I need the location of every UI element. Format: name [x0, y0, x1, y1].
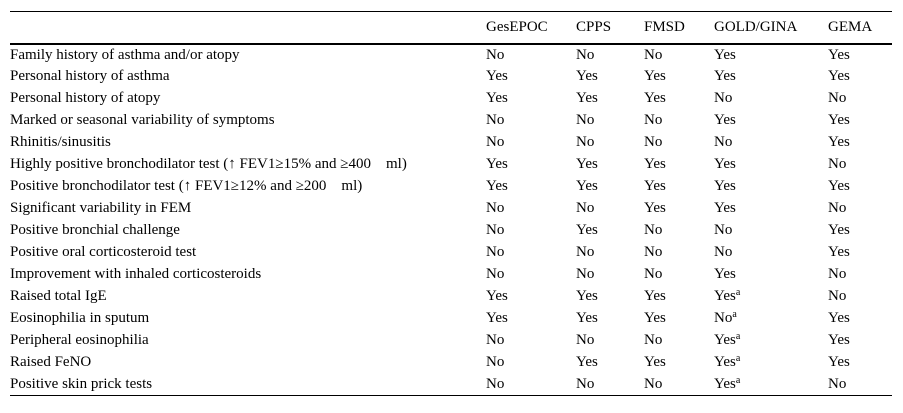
cell-value: No [486, 266, 505, 282]
cell-gema [828, 44, 892, 66]
cell-value: Yes [576, 222, 598, 238]
criteria-table [10, 11, 892, 396]
cell-value: No [486, 375, 505, 392]
footnote-marker: a [735, 374, 741, 386]
cell-gold-gina [714, 242, 828, 264]
cell-value: No [828, 288, 847, 304]
cell-gesepoc [486, 242, 576, 264]
header-gold-gina: GOLD/GINA [714, 12, 828, 44]
cell-gesepoc [486, 352, 576, 374]
criterion-cell: Positive oral corticosteroid test [10, 244, 197, 260]
cell-fmsd [644, 374, 714, 396]
cell-value: Yes [714, 266, 736, 282]
cell-gesepoc [486, 374, 576, 396]
cell-gold-gina [714, 66, 828, 88]
cell-value: No [486, 332, 505, 348]
footnote-marker: a [735, 353, 741, 364]
cell-value: Yes [486, 68, 508, 84]
cell-value: No [576, 46, 595, 63]
cell-value: No [486, 134, 505, 150]
cell-value: Yes [714, 332, 736, 348]
cell-value: Yes [576, 354, 598, 370]
cell-cpps [576, 66, 644, 88]
cell-value: No [644, 134, 663, 150]
header-fmsd: FMSD [644, 12, 714, 44]
cell-value: Yes [576, 68, 598, 84]
cell-value: Yes [714, 354, 736, 370]
cell-value: Yes [714, 156, 736, 172]
table-row [10, 286, 892, 308]
cell-gold-gina [714, 264, 828, 286]
cell-value: Yes [486, 178, 508, 194]
table-row [10, 110, 892, 132]
cell-value: Yes [828, 178, 850, 194]
cell-fmsd [644, 198, 714, 220]
table-row [10, 330, 892, 352]
cell-gesepoc [486, 264, 576, 286]
cell-gold-gina [714, 308, 828, 330]
cell-gema [828, 374, 892, 396]
cell-fmsd [644, 264, 714, 286]
cell-cpps [576, 44, 644, 66]
cell-value: Yes [644, 354, 666, 370]
footnote-marker: a [732, 309, 737, 320]
cell-value: Yes [576, 156, 598, 172]
cell-gesepoc [486, 220, 576, 242]
table-row [10, 220, 892, 242]
cell-value: Yes [576, 310, 598, 326]
cell-value: Yes [486, 310, 508, 326]
criterion-cell: Marked or seasonal variability of symptoms [10, 112, 275, 128]
table-row [10, 308, 892, 330]
cell-gold-gina [714, 352, 828, 374]
cell-cpps [576, 154, 644, 176]
cell-value: Yes [644, 310, 666, 326]
cell-gesepoc [486, 132, 576, 154]
cell-fmsd [644, 242, 714, 264]
cell-cpps [576, 176, 644, 198]
cell-value: No [486, 222, 505, 238]
cell-cpps [576, 110, 644, 132]
cell-gesepoc [486, 308, 576, 330]
cell-gesepoc [486, 198, 576, 220]
cell-gema [828, 242, 892, 264]
cell-value: Yes [644, 288, 666, 304]
cell-gold-gina [714, 132, 828, 154]
cell-gema [828, 66, 892, 88]
cell-value: Yes [714, 46, 736, 63]
table-row [10, 88, 892, 110]
cell-gema [828, 220, 892, 242]
footnote-marker: a [735, 331, 741, 342]
cell-value: No [576, 134, 595, 150]
table-row [10, 176, 892, 198]
cell-gema [828, 132, 892, 154]
cell-gema [828, 110, 892, 132]
cell-value: No [576, 112, 595, 128]
table-row [10, 154, 892, 176]
cell-value: Yes [644, 156, 666, 172]
cell-value: Yes [828, 112, 850, 128]
cell-gema [828, 286, 892, 308]
cell-fmsd [644, 308, 714, 330]
cell-gesepoc [486, 110, 576, 132]
cell-fmsd [644, 330, 714, 352]
cell-value: No [828, 200, 847, 216]
table-row [10, 198, 892, 220]
cell-gold-gina [714, 198, 828, 220]
cell-cpps [576, 330, 644, 352]
cell-fmsd [644, 352, 714, 374]
cell-value: No [644, 375, 663, 392]
cell-value: No [644, 266, 663, 282]
cell-gold-gina [714, 286, 828, 308]
cell-value: No [576, 332, 595, 348]
cell-cpps [576, 352, 644, 374]
cell-value: No [576, 375, 595, 392]
cell-value: No [714, 134, 733, 150]
cell-value: No [714, 90, 733, 106]
cell-value: Yes [828, 134, 850, 150]
cell-value: No [644, 244, 663, 260]
header-criterion [10, 12, 486, 44]
cell-value: Yes [828, 46, 850, 63]
cell-cpps [576, 220, 644, 242]
cell-value: No [486, 244, 505, 260]
cell-value: Yes [828, 310, 850, 326]
cell-gold-gina [714, 374, 828, 396]
cell-value: No [828, 90, 847, 106]
cell-cpps [576, 132, 644, 154]
criterion-cell: Eosinophilia in sputum [10, 310, 150, 326]
criterion-cell: Raised total IgE [10, 288, 107, 304]
cell-gesepoc [486, 176, 576, 198]
cell-gema [828, 330, 892, 352]
criterion-cell: Positive skin prick tests [10, 374, 486, 396]
cell-fmsd [644, 220, 714, 242]
cell-gesepoc [486, 88, 576, 110]
table-row [10, 66, 892, 88]
cell-value: Yes [486, 156, 508, 172]
criterion-cell: Personal history of asthma [10, 68, 170, 84]
cell-value: Yes [828, 244, 850, 260]
table-row [10, 352, 892, 374]
cell-value: Yes [644, 68, 666, 84]
header-gema: GEMA [828, 12, 892, 44]
criterion-cell: Raised FeNO [10, 354, 92, 370]
table-row [10, 242, 892, 264]
cell-gema [828, 264, 892, 286]
cell-value: Yes [644, 178, 666, 194]
cell-gema [828, 88, 892, 110]
criterion-cell: Significant variability in FEM [10, 200, 192, 216]
cell-value: Yes [576, 288, 598, 304]
cell-cpps [576, 88, 644, 110]
cell-gema [828, 198, 892, 220]
cell-value: No [644, 332, 663, 348]
cell-value: No [486, 200, 505, 216]
criterion-cell: Positive bronchodilator test (↑ FEV1≥12% and ≥200 ml) [10, 178, 363, 194]
cell-gold-gina [714, 220, 828, 242]
cell-fmsd [644, 44, 714, 66]
criterion-cell: Highly positive bronchodilator test (↑ FEV1≥15% and ≥400 ml) [10, 156, 407, 172]
cell-value: No [828, 156, 847, 172]
cell-value: Yes [828, 222, 850, 238]
header-gesepoc: GesEPOC [486, 12, 576, 44]
cell-value: No [486, 354, 505, 370]
cell-value: No [486, 46, 505, 63]
cell-cpps [576, 374, 644, 396]
cell-gesepoc [486, 286, 576, 308]
cell-gesepoc [486, 154, 576, 176]
cell-fmsd [644, 154, 714, 176]
criterion-cell: Rhinitis/sinusitis [10, 134, 111, 150]
cell-value: Yes [828, 354, 850, 370]
cell-value: Yes [714, 112, 736, 128]
cell-value: Yes [714, 68, 736, 84]
table-row [10, 44, 892, 66]
cell-gold-gina [714, 44, 828, 66]
cell-value: No [644, 222, 663, 238]
cell-value: Yes [486, 90, 508, 106]
cell-value: No [714, 222, 733, 238]
cell-cpps [576, 286, 644, 308]
criterion-cell: Improvement with inhaled corticosteroids [10, 266, 262, 282]
cell-gold-gina [714, 110, 828, 132]
cell-value: No [828, 266, 847, 282]
footnote-marker: a [735, 287, 741, 298]
cell-cpps [576, 264, 644, 286]
cell-value: Yes [714, 288, 736, 304]
cell-fmsd [644, 88, 714, 110]
cell-cpps [576, 308, 644, 330]
cell-value: No [828, 375, 847, 392]
cell-gema [828, 308, 892, 330]
cell-value: Yes [576, 178, 598, 194]
cell-cpps [576, 198, 644, 220]
cell-gema [828, 352, 892, 374]
table-row [10, 132, 892, 154]
cell-fmsd [644, 176, 714, 198]
cell-value: Yes [714, 178, 736, 194]
cell-fmsd [644, 110, 714, 132]
cell-value: Yes [828, 68, 850, 84]
cell-value: Yes [644, 90, 666, 106]
criterion-cell: Personal history of atopy [10, 90, 161, 106]
cell-value: No [486, 112, 505, 128]
cell-fmsd [644, 132, 714, 154]
criterion-cell: Positive bronchial challenge [10, 222, 180, 238]
cell-fmsd [644, 66, 714, 88]
cell-value: No [714, 310, 733, 326]
cell-gema [828, 176, 892, 198]
cell-value: No [576, 244, 595, 260]
cell-cpps [576, 242, 644, 264]
cell-gema [828, 154, 892, 176]
cell-value: Yes [576, 90, 598, 106]
cell-value: Yes [714, 200, 736, 216]
cell-value: Yes [714, 375, 736, 392]
cell-gesepoc [486, 44, 576, 66]
cell-value: No [576, 266, 595, 282]
cell-value: Yes [644, 200, 666, 216]
header-row [10, 12, 892, 44]
cell-value: Yes [828, 332, 850, 348]
header-cpps: CPPS [576, 12, 644, 44]
cell-value: No [644, 112, 663, 128]
cell-value: No [576, 200, 595, 216]
table-body [10, 44, 892, 396]
cell-fmsd [644, 286, 714, 308]
cell-gold-gina [714, 88, 828, 110]
cell-value: No [644, 46, 663, 63]
cell-gold-gina [714, 154, 828, 176]
cell-gesepoc [486, 66, 576, 88]
criterion-cell: Family history of asthma and/or atopy [10, 46, 240, 63]
cell-value: No [714, 244, 733, 260]
cell-gold-gina [714, 330, 828, 352]
cell-value: Yes [486, 288, 508, 304]
cell-gold-gina [714, 176, 828, 198]
table-row [10, 264, 892, 286]
cell-gesepoc [486, 330, 576, 352]
criterion-cell: Peripheral eosinophilia [10, 332, 149, 348]
table-row [10, 374, 892, 396]
